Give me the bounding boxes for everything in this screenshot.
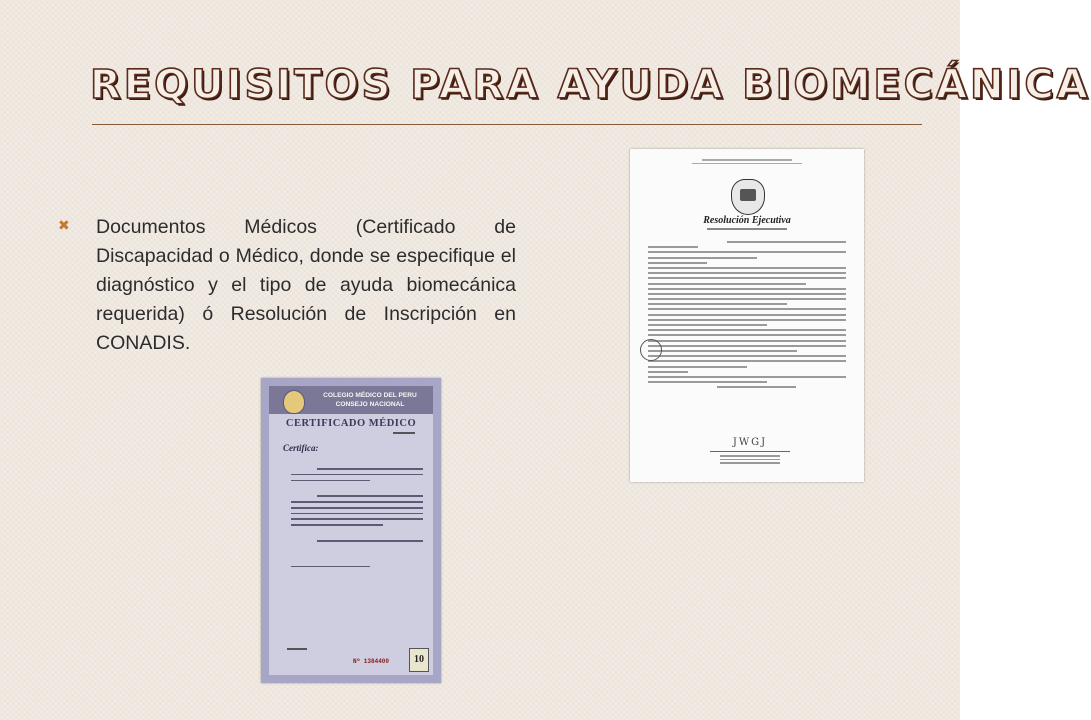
medical-certificate-image — [261, 378, 441, 683]
certificate-sheet — [269, 386, 433, 675]
medical-college-logo-icon — [283, 390, 305, 414]
coat-of-arms-icon — [731, 179, 765, 215]
resolution-body-text — [648, 241, 846, 391]
resolution-number-line — [630, 228, 864, 230]
certificate-organization: COLEGIO MÉDICO DEL PERU CONSEJO NACIONAL — [323, 392, 417, 408]
slide-title: REQUISITOS PARA AYUDA BIOMECÁNICA — [90, 62, 1091, 108]
certificate-code — [393, 432, 415, 434]
signer-details — [720, 455, 780, 466]
resolution-document-image — [630, 149, 864, 482]
signature-line — [710, 451, 790, 452]
certificate-header-band — [269, 386, 433, 414]
x-mark-icon: ✖ — [58, 217, 70, 233]
certificate-serial: Nº 1384400 — [353, 658, 390, 665]
certificate-fee-label — [287, 648, 307, 650]
certificate-body-text — [291, 468, 423, 572]
certificate-value-badge: 10 — [409, 648, 429, 672]
signature: JWGJ — [732, 437, 768, 448]
bullet-text: Documentos Médicos (Certificado de Discapacidad o Médico, donde se especifique el diagnóstico y el tipo de ayuda biomecánica requerida) ó Resolución de Inscripción en CONADIS. — [96, 216, 516, 354]
title-divider — [92, 124, 922, 125]
resolution-header-lines — [630, 159, 864, 164]
resolution-title: Resolución Ejecutiva — [703, 215, 791, 226]
certificate-title: CERTIFICADO MÉDICO — [285, 418, 417, 429]
stamp-icon — [640, 339, 662, 361]
certificate-greeting: Certifica: — [283, 443, 319, 453]
